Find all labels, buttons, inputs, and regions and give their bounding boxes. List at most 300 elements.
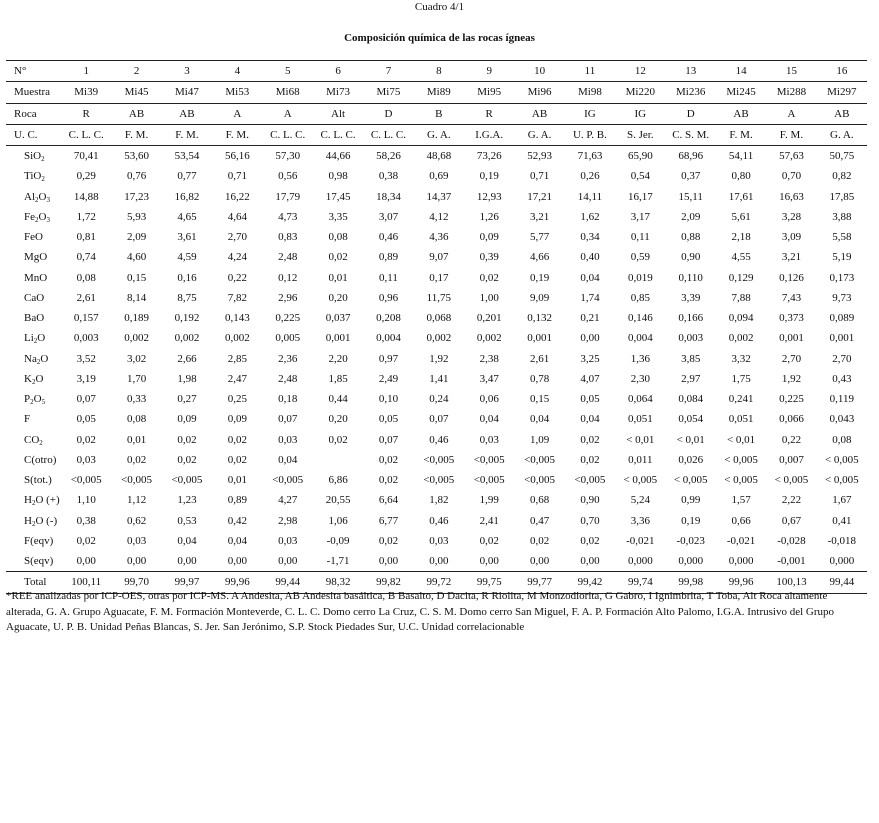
value-cell: 3,09 (781, 231, 802, 244)
value-cell: 0,000 (829, 555, 855, 568)
value-cell: 2,09 (126, 231, 147, 244)
value-cell: 1,92 (429, 352, 449, 365)
value-cell: < 0,005 (623, 474, 658, 487)
header-cell: C. L. C. (61, 124, 111, 145)
header-cell: Mi245 (716, 82, 766, 103)
value-cell: 2,09 (681, 210, 701, 223)
value-cell: 1,85 (328, 372, 348, 385)
value-cell: 0,00 (479, 555, 499, 568)
value-cell: 0,90 (580, 494, 600, 507)
value-cell: 0,88 (681, 231, 701, 244)
table-footnote: *REE analizadas por ICP-OES, otras por ICP-MS. A Andesita, AB Andesita basáltica, B Basalto, D Dacita, R Riolita, M Monzodiorita, G Gabro, I Ignimbrita, T Toba, Alt Roca altamente alterada, G. A. Grupo Aguacate, F. M. Formación Monteverde, C. L. C. Domo cerro La Cruz, C. S. M. Domo cerro San Miguel, F. A. P. Formación Alto Palomo, I.G.A. Intrusivo del Grupo Aguacate, U. P. B. Unidad Peñas Blancas, S. Jer. San Jerónimo, S.P. Stock Piedades Sur, U.C. Unidad correlacionable (6, 590, 835, 633)
value-cell: 0,46 (429, 514, 449, 527)
value-cell: 44,66 (313, 146, 363, 167)
value-cell: 0,110 (678, 271, 703, 284)
value-cell: 0,146 (627, 312, 653, 325)
value-cell: 0,132 (527, 312, 552, 325)
value-cell: 0,002 (224, 332, 250, 345)
value-cell: 3,19 (76, 372, 96, 385)
value-cell: 3,02 (126, 352, 147, 365)
header-cell: A (212, 103, 262, 124)
value-cell: 0,99 (681, 494, 701, 507)
header-cell: Mi75 (363, 82, 413, 103)
value-cell: 0,53 (177, 514, 197, 527)
header-cell: 9 (464, 61, 514, 82)
value-cell: 4,66 (529, 251, 550, 264)
label-text: Al (24, 190, 35, 203)
value-cell: 0,33 (126, 393, 147, 406)
label-subscript: 2 (30, 398, 34, 407)
header-cell: 8 (414, 61, 464, 82)
label-text: MnO (24, 271, 48, 284)
value-cell: 0,001 (829, 332, 855, 345)
row-label (6, 166, 61, 186)
value-cell: 98,32 (313, 572, 363, 593)
label-text: Na (24, 352, 37, 365)
value-cell: 68,96 (666, 146, 716, 167)
value-cell: 0,15 (126, 271, 147, 284)
value-cell: 0,08 (76, 271, 96, 284)
value-cell: 0,71 (227, 170, 247, 183)
value-cell: 0,07 (278, 413, 298, 426)
value-cell: 99,96 (212, 572, 262, 593)
value-cell: 3,35 (328, 210, 348, 223)
value-cell: 2,61 (529, 352, 550, 365)
header-cell: Mi73 (313, 82, 363, 103)
value-cell: 0,06 (479, 393, 499, 406)
value-cell: 0,004 (376, 332, 401, 345)
value-cell: 0,00 (529, 555, 550, 568)
value-cell: 0,40 (580, 251, 600, 264)
row-label (6, 124, 61, 145)
value-cell: 100,11 (61, 572, 111, 593)
header-cell: AB (817, 103, 867, 124)
value-cell: 0,011 (628, 453, 653, 466)
value-cell: <0,005 (574, 474, 606, 487)
value-cell: 0,051 (728, 413, 754, 426)
value-cell: 2,48 (278, 251, 298, 264)
value-cell: 53,60 (111, 146, 161, 167)
header-cell: B (414, 103, 464, 124)
value-cell: 99,44 (263, 572, 313, 593)
value-cell: 2,61 (76, 291, 96, 304)
value-cell: 0,46 (429, 433, 449, 446)
label-text: Total (24, 576, 47, 589)
header-cell: 15 (766, 61, 816, 82)
value-cell: 14,37 (426, 190, 452, 203)
header-cell: Mi220 (615, 82, 665, 103)
value-cell: 0,068 (426, 312, 452, 325)
label-text: O (37, 332, 46, 345)
value-cell: 0,054 (678, 413, 704, 426)
value-cell: 1,26 (479, 210, 499, 223)
value-cell: 2,85 (227, 352, 247, 365)
header-cell: Mi89 (414, 82, 464, 103)
data-row (6, 369, 867, 389)
value-cell: 0,89 (227, 494, 247, 507)
value-cell: 4,64 (227, 210, 247, 223)
value-cell: 52,93 (514, 146, 564, 167)
header-cell: 11 (565, 61, 615, 82)
value-cell: 0,21 (580, 312, 600, 325)
value-cell: 0,97 (378, 352, 399, 365)
value-cell: 3,32 (731, 352, 751, 365)
header-cell: AB (111, 103, 161, 124)
value-cell: 6,77 (378, 514, 399, 527)
value-cell: 17,21 (527, 190, 552, 203)
value-cell: 99,98 (666, 572, 716, 593)
row-label (6, 82, 61, 103)
row-label (6, 450, 61, 470)
value-cell: 15,11 (678, 190, 703, 203)
value-cell: 0,03 (278, 433, 298, 446)
value-cell: 9,07 (429, 251, 449, 264)
value-cell: <0,005 (473, 453, 505, 466)
value-cell: 3,28 (781, 210, 802, 223)
value-cell: 0,00 (429, 555, 449, 568)
value-cell: 0,003 (73, 332, 99, 345)
data-row (6, 328, 867, 348)
value-cell: 0,002 (426, 332, 452, 345)
value-cell: -1,71 (326, 555, 350, 568)
data-row (6, 247, 867, 267)
value-cell: 0,094 (728, 312, 754, 325)
value-cell: 0,07 (76, 393, 96, 406)
value-cell: 0,70 (580, 514, 600, 527)
value-cell: 12,93 (476, 190, 502, 203)
value-cell: 2,70 (227, 231, 247, 244)
value-cell: 99,82 (363, 572, 413, 593)
data-row (6, 227, 867, 247)
value-cell: 0,18 (278, 393, 298, 406)
table-number: Cuadro 4/1 (414, 1, 465, 13)
header-cell: A (263, 103, 313, 124)
label-text: N° (14, 65, 27, 78)
row-label (6, 187, 61, 207)
header-cell: Mi96 (514, 82, 564, 103)
value-cell: 0,54 (630, 170, 650, 183)
value-cell: 0,38 (76, 514, 96, 527)
label-text: Fe (24, 210, 35, 223)
label-text: SiO (24, 150, 42, 163)
header-cell: Mi95 (464, 82, 514, 103)
value-cell: 4,73 (278, 210, 298, 223)
label-subscript: 2 (31, 377, 36, 386)
value-cell: 2,48 (278, 372, 298, 385)
value-cell: 0,02 (227, 453, 247, 466)
value-cell: 57,30 (263, 146, 313, 167)
value-cell: 14,88 (73, 190, 99, 203)
header-cell: AB (514, 103, 564, 124)
value-cell: 0,00 (580, 555, 600, 568)
value-cell: 9,09 (529, 291, 550, 304)
row-label (6, 369, 61, 389)
header-row (6, 61, 867, 82)
value-cell: 0,02 (76, 433, 96, 446)
value-cell: 0,005 (275, 332, 301, 345)
row-label (6, 531, 61, 551)
label-text: F(eqv) (24, 534, 54, 547)
value-cell: 0,05 (76, 413, 96, 426)
value-cell: 0,00 (126, 555, 147, 568)
value-cell: < 0,005 (724, 453, 758, 466)
value-cell: 0,19 (681, 514, 701, 527)
value-cell: 0,02 (177, 433, 197, 446)
value-cell: 0,16 (177, 271, 197, 284)
row-label (6, 268, 61, 288)
value-cell: 0,173 (829, 271, 855, 284)
value-cell: 7,43 (781, 291, 802, 304)
value-cell: 0,37 (681, 170, 701, 183)
label-text: Roca (14, 107, 37, 120)
data-row (6, 389, 867, 409)
value-cell: 99,74 (615, 572, 665, 593)
value-cell: 1,92 (781, 372, 802, 385)
header-cell: Mi236 (666, 82, 716, 103)
header-cell: 10 (514, 61, 564, 82)
label-text: FeO (24, 231, 43, 244)
data-row (6, 308, 867, 328)
value-cell: 0,04 (580, 413, 600, 426)
header-cell: C. L. C. (363, 124, 413, 145)
value-cell: 99,70 (111, 572, 161, 593)
value-cell: 0,90 (681, 251, 701, 264)
value-cell: 1,75 (731, 372, 751, 385)
value-cell: 0,02 (126, 453, 147, 466)
value-cell: 0,42 (227, 514, 247, 527)
header-cell: G. A. (514, 124, 564, 145)
header-cell: C. L. C. (263, 124, 313, 145)
value-cell: 0,78 (529, 372, 550, 385)
value-cell: 9,73 (832, 291, 852, 304)
value-cell: 0,026 (678, 453, 704, 466)
value-cell: 18,34 (376, 190, 401, 203)
value-cell: 0,81 (76, 231, 96, 244)
value-cell: 0,01 (126, 433, 147, 446)
value-cell: 1,36 (630, 352, 650, 365)
value-cell: 1,09 (529, 433, 550, 446)
value-cell: 0,03 (76, 453, 96, 466)
header-cell: 14 (716, 61, 766, 82)
value-cell: 0,44 (328, 393, 348, 406)
value-cell: 0,02 (378, 534, 399, 547)
value-cell: 0,85 (630, 291, 650, 304)
value-cell: 2,66 (177, 352, 197, 365)
value-cell: 0,00 (278, 555, 298, 568)
row-label (6, 227, 61, 247)
value-cell: 0,00 (177, 555, 197, 568)
value-cell: 0,24 (429, 393, 449, 406)
value-cell: 3,25 (580, 352, 600, 365)
value-cell: 0,03 (278, 534, 298, 547)
header-cell: C. S. M. (666, 124, 716, 145)
value-cell: 0,004 (627, 332, 653, 345)
value-cell: 17,61 (728, 190, 754, 203)
value-cell: 0,20 (328, 413, 348, 426)
header-cell: R (61, 103, 111, 124)
header-cell: Mi68 (263, 82, 313, 103)
value-cell: 4,60 (126, 251, 147, 264)
header-cell: F. M. (111, 124, 161, 145)
value-cell: 99,97 (162, 572, 212, 593)
value-cell: 0,69 (429, 170, 449, 183)
value-cell: 0,10 (378, 393, 399, 406)
value-cell: 0,15 (529, 393, 550, 406)
value-cell: 2,36 (278, 352, 298, 365)
value-cell: 6,64 (378, 494, 399, 507)
value-cell (313, 450, 363, 470)
value-cell: 0,03 (126, 534, 147, 547)
value-cell: 0,02 (328, 251, 348, 264)
header-cell: I.G.A. (464, 124, 514, 145)
value-cell: 0,20 (328, 291, 348, 304)
value-cell: 0,09 (479, 231, 499, 244)
value-cell: 99,72 (414, 572, 464, 593)
label-text: O (38, 210, 47, 223)
value-cell: < 0,005 (673, 474, 708, 487)
value-cell: 1,10 (76, 494, 96, 507)
value-cell: -0,09 (326, 534, 350, 547)
value-cell: 17,23 (124, 190, 149, 203)
value-cell: 0,56 (278, 170, 298, 183)
value-cell: 0,225 (275, 312, 301, 325)
value-cell: 99,42 (565, 572, 615, 593)
row-label (6, 470, 61, 490)
value-cell: 2,98 (278, 514, 298, 527)
value-cell: 0,192 (174, 312, 200, 325)
value-cell: 2,70 (781, 352, 802, 365)
value-cell: 3,21 (529, 210, 550, 223)
value-cell: -0,021 (626, 534, 655, 547)
value-cell: < 0,005 (824, 474, 859, 487)
value-cell: 0,002 (728, 332, 754, 345)
header-cell: Mi47 (162, 82, 212, 103)
value-cell: 0,000 (678, 555, 704, 568)
value-cell: -0,018 (827, 534, 857, 547)
value-cell: 3,61 (177, 231, 197, 244)
row-label (6, 328, 61, 348)
value-cell: 3,21 (781, 251, 802, 264)
value-cell: 0,89 (378, 251, 399, 264)
value-cell: 0,02 (328, 433, 348, 446)
header-cell: 16 (817, 61, 867, 82)
header-cell: 13 (666, 61, 716, 82)
header-cell: F. M. (766, 124, 816, 145)
value-cell: 0,002 (476, 332, 502, 345)
value-cell: 0,01 (328, 271, 348, 284)
value-cell: 99,96 (716, 572, 766, 593)
value-cell: 0,47 (529, 514, 550, 527)
header-cell: AB (716, 103, 766, 124)
header-cell: 5 (263, 61, 313, 82)
value-cell: 0,68 (529, 494, 550, 507)
header-cell: S. Jer. (615, 124, 665, 145)
value-cell: 4,65 (177, 210, 197, 223)
value-cell: 0,11 (379, 271, 398, 284)
value-cell: <0,005 (524, 453, 556, 466)
value-cell: 58,26 (363, 146, 413, 167)
value-cell: 0,001 (325, 332, 351, 345)
label-text: O (-) (35, 514, 58, 527)
label-text: C(otro) (24, 453, 57, 466)
label-subscript: 2 (39, 438, 43, 447)
value-cell: 1,74 (580, 291, 600, 304)
row-label (6, 409, 61, 429)
value-cell: 0,04 (529, 413, 550, 426)
value-cell: 0,05 (580, 393, 600, 406)
label-subscript: 2 (31, 499, 36, 508)
row-label (6, 430, 61, 450)
value-cell: 0,157 (73, 312, 99, 325)
value-cell: <0,005 (524, 474, 556, 487)
value-cell: 0,241 (728, 393, 754, 406)
value-cell: 5,24 (630, 494, 650, 507)
value-cell: 4,36 (429, 231, 449, 244)
value-cell: 0,34 (580, 231, 600, 244)
header-row (6, 124, 867, 145)
header-cell: IG (565, 103, 615, 124)
value-cell: 0,80 (731, 170, 751, 183)
value-cell: 0,05 (378, 413, 399, 426)
value-cell: 7,82 (227, 291, 247, 304)
value-cell: 3,36 (630, 514, 650, 527)
value-cell: 1,23 (177, 494, 197, 507)
label-text: F (24, 413, 31, 426)
value-cell: 0,74 (76, 251, 96, 264)
value-cell: 2,41 (479, 514, 499, 527)
header-row (6, 103, 867, 124)
value-cell: 4,12 (429, 210, 449, 223)
value-cell: 1,99 (479, 494, 499, 507)
value-cell: -0,028 (777, 534, 806, 547)
value-cell: 99,44 (817, 572, 867, 593)
label-subscript: 2 (35, 195, 39, 204)
value-cell: 0,82 (832, 170, 852, 183)
data-row (6, 551, 867, 572)
value-cell: 1,57 (731, 494, 751, 507)
value-cell: 0,08 (126, 413, 147, 426)
value-cell: 0,003 (678, 332, 704, 345)
data-row (6, 511, 867, 531)
value-cell: 2,70 (832, 352, 852, 365)
value-cell: 70,41 (61, 146, 111, 167)
label-subscript: 2 (41, 155, 45, 164)
value-cell: 2,49 (378, 372, 399, 385)
header-cell: 2 (111, 61, 161, 82)
value-cell: 0,02 (76, 534, 96, 547)
value-cell: 0,208 (376, 312, 401, 325)
value-cell: 0,77 (177, 170, 197, 183)
header-cell: 6 (313, 61, 363, 82)
value-cell: 0,02 (529, 534, 550, 547)
label-text: BaO (24, 312, 45, 325)
value-cell: 0,22 (227, 271, 247, 284)
value-cell: 4,27 (278, 494, 298, 507)
row-label (6, 511, 61, 531)
value-cell: 0,02 (378, 474, 399, 487)
value-cell: 0,12 (278, 271, 298, 284)
data-row (6, 470, 867, 490)
value-cell: 2,18 (731, 231, 751, 244)
value-cell: 1,98 (177, 372, 197, 385)
value-cell: 5,77 (529, 231, 550, 244)
value-cell: 0,27 (177, 393, 197, 406)
value-cell: 0,70 (781, 170, 802, 183)
header-cell: D (666, 103, 716, 124)
value-cell: 1,41 (429, 372, 449, 385)
label-text: O (35, 372, 44, 385)
value-cell: 2,20 (328, 352, 348, 365)
